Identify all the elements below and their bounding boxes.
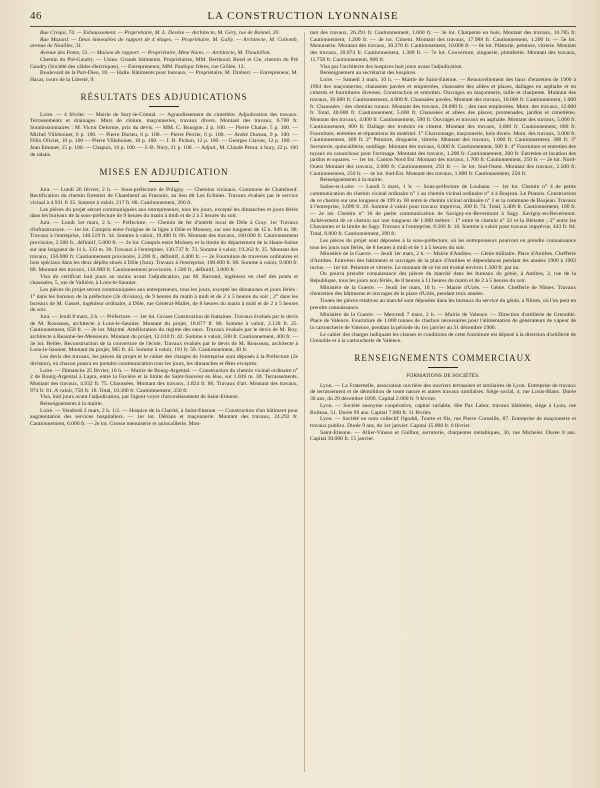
commercial-title: RENSEIGNEMENTS COMMERCIAUX xyxy=(354,353,532,364)
societe-entry: Lyon. — Société en nom collectif Ogoddi, Tourte et fils, rue Pierre Corneille, 87. Entreprise de maçonnerie et travaux publics. Durée 9 ans, du 1er janvier. Capital 15.000 fr. 6 février. xyxy=(310,416,576,429)
mises-heading xyxy=(30,167,298,182)
construction-notice: Rue Mazard. — Deux immeubles de rapport de 4 étages. — Propriétaire, M. Gally. — Architecte, M. Collomb, avenue de Noailles, 31. xyxy=(30,36,298,50)
right-paragraph: Toutes les pièces relatives au marché sont déposées dans les bureaux du service du génie, à Nîmes, où l'on peut en prendre connaissance. xyxy=(310,298,576,311)
mise-entry: Visa du certificat huit jours au moins avant l'adjudication, par M. Barrand, ingénieur en chef des ponts et chaussées, 5, rue de Vallière, à Lons-le-Saunier. xyxy=(30,273,298,287)
journal-title: LA CONSTRUCTION LYONNAISE xyxy=(207,10,399,22)
construction-notice: Rue Créqui, 74. — Exhaussement. — Propriétaire, M. L. Devèze — Architecte, M. Géry, rue de Bonnel, 20. xyxy=(40,30,280,36)
right-paragraph: Saône-et-Loire. — Lundi 5 mars, 1 h. — Sous-préfecture de Louhans. — 1er lot. Chemin n° 4 de petite communication du chemin vicinal ordinaire n° 1 au chemin vicinal ordinaire n° 4 à Bosjean. Le Planois. Construction de ce chemin sur une longueur de 199 m. 60 entre le chemin vicinal ordinaire n° 1 et la commune de Bosjean. Travaux à l'entreprise, 3.099 fr. 26. Somme à valoir pour travaux imprévus, 200 fr. 74. Total, 3.400 fr. Cautionnement, 100 fr. — 2e lot. Chemin n° 16 de petite communication de Savigny-en-Revermont à Sagy. Savigny-en-Revermont. Achèvement de ce chemin sur une longueur de 1.000 mètres : 1° entre le chemin n° 22 et la Blésotte ; 2° entre les Chavannes et la limite de Sagy. Travaux à l'entreprise, 8.266 fr. 16. Somme à valoir pour travaux imprévus, 443 fr. 84. Total, 8.800 fr. Cautionnement, 290 fr. xyxy=(310,184,576,238)
mise-entry: Loire. — Vendredi 2 mars, 2 h. 1/2. — Hospice de la Charité, à Saint-Etienne. — Construction d'un bâtiment pour augmentation des services hospitaliers. — 1er lot. Déblais et maçonnerie. Montant des travaux, 24.292 fr. Cautionnement, 6.000 fr. — 2e lot. Grosse menuiserie et quincaillerie. Mon- xyxy=(30,407,298,428)
commercial-heading xyxy=(310,353,576,368)
mise-entry: Les devis des travaux, les pièces du projet et le cahier des charges de l'entreprise sont déposés à la Préfecture (2e division), où chacun pourra en prendre communication tous les jours, les dimanches et fêtes exceptés. xyxy=(30,354,298,367)
societe-entry: Lyon. — La Fraternelle, association ouvrière des ouvriers terrassiers et similaires de Lyon. Entreprise de travaux de terrassement et de démolition de toute nature et autres travaux similaires. Siège social, 4, rue Louis-Blanc. Durée 30 ans, du 29 décembre 1899. Capital 2.000 fr. 9 février. xyxy=(310,382,576,403)
right-paragraph: tant des travaux, 26.291 fr. Cautionnement, 1.000 fr. — 3e lot. Charpente en bois. Montant des travaux, 16.785 fr. Cautionnement, 1.200 fr. — 4e lot. Ciment. Montant des travaux, 17.988 fr. Cautionnement, 1.200 fr. — 5e lot. Menuiserie. Montant des travaux, 30.270 fr. Cautionnement, 10.000 fr. — 6e lot. Plâtrerie, peinture, vitrerie. Montant des travaux, 20.874 fr. Cautionnement, 1.300 fr. — 7e lot. Couverture, zinguerie, plomberie. Montant des travaux, 11.758 fr. Cautionnement, 800 fr. xyxy=(310,30,576,63)
mises-title: MISES EN ADJUDICATION xyxy=(99,166,229,177)
mise-entry: Loire. — Dimanche 25 février, 10 h. — Mairie de Bourg-Argental. — Construction du chemin vicinal ordinaire n° 2 de Bourg-Argental à Lapra, entre la Favière et la limite de Saint-Sauveur en Rue, sur 1.026 m. 30. Terrassements. Montant des travaux, 4.932 fr. 75. Chaussées. Montant des travaux, 3.824 fr. 86. Travaux d'art. Montant des travaux, 974 fr. 81. A valoir, 750 fr. 18. Total, 10.300 fr. Cautionnement, 350 fr. xyxy=(30,367,298,394)
right-column xyxy=(310,30,576,443)
mise-entry: Jura. — Jeudi 8 mars, 2 h. — Préfecture. — 1er lot. Grosse Construction de fontaines. Travaux évalués par le devis de M. Rousseau, architecte à Lons-le-Saunier. Montant du projet, 18.877 fr. 80. Somme à valoir, 2.128 fr. 25. Cautionnement, 650 fr. — 2e lot. Maymé. Amélioration du régime des eaux. Travaux évalués par le devis de M. Roy, architecte à Beaume-les-Messieurs. Montant du projet, 12.010 fr. 42. Somme à valoir, 500 fr. Cautionnement, 400 fr. — 3e lot. Bellée. Reconstruction de la couverture de l'école. Travaux évalués par le devis de M. Rousseau, architecte à Lons-le-Saunier. Montant du projet, 985 fr. 45. Somme à valoir, 191 fr. 50. Cautionnement, 30 fr. xyxy=(30,313,298,354)
construction-notice: Chemin du Pré-Gaudry. — Usine. Grands bâtiments. Propriétaires, MM. Berthoud, Borel et Cie, chemin du Pré Gaudry (Société des câbles électriques). — Entrepreneurs, MM. Pauliquc frères, rue Grôlée, 13. xyxy=(30,56,298,70)
right-paragraph: Renseignement au secrétariat des hospices. xyxy=(320,70,417,77)
right-paragraph: Ministère de la Guerre. — Jeudi 1er mars, 10 h. — Mairie d'Uzès. — Génie. Chefferie de Nîmes. Travaux d'entretien des bâtiments et ouvrages de la place d'Uzès, pendant trois années. xyxy=(310,284,576,298)
adjudication-entry: Loire. — 4 février. — Mairie de Sury-le-Comtal. — Agrandissement du cimetière. Adjudication des travaux. Terrassements et drainages. Murs de clôture, maçonneries, travaux divers. Montant des travaux, 6.700 fr. Soumissionnaires : M. Victor Delorme, prix du devis. — MM. C. Bourgne, 2 p. 100. — Pierre Chaize, 5 p. 100. — Michel Villeboinet, 6 p. 100. — Pierre Durieu, 6 p. 100. — Pierre Perrier, 6 p. 100. — André Dureau, 9 p. 100. — Félix Olivier, 10 p. 100 — Pierre Villeboinet, 10 p. 100. — J. B. Pichon, 12 p. 100. — Georges Clavier, 12 p. 100. — Jean Emonet, 15 p. 100. — Chapuis, 16 p. 100. — J.-B. Nury, 21 p. 100. — Adjud., M. Claude Penot, à Sury, 22 p. 100 de rabais. xyxy=(30,111,298,158)
adjudications-heading xyxy=(30,92,298,107)
mise-entry: Renseignements à la mairie. xyxy=(40,401,104,408)
right-paragraph: Visa par l'architecte des hospices huit jours avant l'adjudication. xyxy=(320,63,463,70)
column-divider xyxy=(304,32,305,772)
page-number: 46 xyxy=(30,10,42,22)
adjudications-title: RÉSULTATS DES ADJUDICATIONS xyxy=(80,91,248,102)
heading-underline xyxy=(149,181,179,182)
mise-entry: Jura. — Lundi 1er mars, 2 h. — Préfecture. — Chemin de fer d'intérêt local de Dôle à Gray. 1er Travaux d'infrastructure. — 1er lot. Compris entre l'origine de la ligne à Dôle et Moissey, sur une longueur de 15 k. 949 m. 98. Travaux à l'entreprise, 140.519 fr. 34. Somme à valoir, 19.480 fr. 66. Montant des travaux, 160.000 fr. Cautionnement provisoire, 2.500 fr., définitif, 5.000 fr. — 2e lot. Compris entre Moissey et la limite du département de la Haute-Saône sur une longueur de 11 k. 333 m. 30. Travaux à l'entreprise, 130.737 fr. 73. Somme à valoir, 19.262 fr. 25. Montant des travaux, 150.000 fr. Cautionnement provisoire, 2.200 fr., définitif, 4.400 fr. — 2e Fourniture de traverses ordinaires et bois spéciaux dans les deux dépôts situés à Dôle (Jura). Travaux à l'entreprise, 100.000 fr. 00. Somme à valoir, 9.000 fr. 80. Montant des travaux, 110.000 fr. Cautionnement provisoire, 1.500 fr., définitif, 3.000 fr. xyxy=(30,220,298,273)
right-paragraph: Loire. — Samedi 3 mars, 10 h. — Mairie de Saint-Etienne. — Renouvellement des baux d'entretien de 1900 à 1904 des maçonneries, chaussées pavées et empierrées, chaussées des allées et places, dallages en asphalte et en ciments et fournitures diverses. Construction et entretien. Ouvrages en maçonnerie, taille et charpente. Montant des travaux, 30.000 fr. Cautionnement, 4.000 fr. Chaussées pavées. Montant des travaux, 10.000 fr. Cautionnement, 1.000 fr. Chaussées : des chemins ruraux. Montant des travaux, 28.000 fr. ; des rues empierrées. Mont. des travaux, 12.000 fr. Total, 40.000 fr. Cautionnement, 5.000 fr. Chaussées et allées des places, promenades, jardins et cimetières. Montant des travaux, 4.000 fr. Cautionnement, 500 fr. Ouvrages et travaux en asphalte. Montant des travaux, 5.000 fr. Cautionnement, 800 fr. Dallage des trottoirs en ciment. Montant des travaux, 3.000 fr. Cautionnement, 600 fr. Fourniture, entretien et réparations du matériel. 1° Charronnage, maçonnerie, bois divers. Mont. des travaux, 3.000 fr. Cautionnement, 400 fr. 2° Peinture, droguerie, vitrerie. Montant des travaux, 1.000 fr. Cautionnement, 300 fr. 3° Serrurerie, quincaillerie, outillage. Montant des travaux, 6.000 fr. Cautionnement, 500 fr. 4° Fourniture et entretien des tuyaux en caoutchouc pour l'arrosage. Montant des travaux, 1.200 fr. Cautionnement, 200 fr. Entretien et location des jardins et squares. — 1er lot. Canton Nord Est. Montant des travaux, 1.700 fr. Cautionnement, 250 fr. — 2e lot. Nord-Ouest Montant des travaux, 2.000 fr. Cautionnement, 250 fr. — 3e lot. Sud-Ouest. Montant des travaux, 2.500 fr. Cautionnement, 250 fr. — 4e lot. Sud-Est. Montant des travaux, 1.800 fr. Cautionnement, 250 fr. xyxy=(310,76,576,177)
mise-entry: Les pièces du projet seront communiquées aux entrepreneurs, tous les jours, excepté les dimanches et jours fériés dans les bureaux de la sous-préfecture de 9 heures du matin à midi et de 2 à 5 heures du soir. xyxy=(30,206,298,220)
heading-underline xyxy=(428,367,458,368)
right-paragraph: Ministère de la Guerre. — Jeudi 1er mars, 2 h. — Mairie d'Antibes. — Génie militaire. Place d'Antibes. Chefferie d'Antibes. Entretien des bâtiments et ouvrages de la place d'Antibes et dépendances pendant les années 1900 à 1902 inclus. — 1er lot. Peinture et vitrerie. Le montant de ce lot est évalué environ 1.500 fr. par an. xyxy=(310,251,576,271)
page-header xyxy=(30,10,576,24)
societe-entry: Lyon. — Société anonyme coopérative, capital variable, dite Pax Labor, travaux bâtiment, siège à Lyon, rue Boileau, 51. Durée 99 ans. Capital 7.000 fr. 11 février. xyxy=(310,402,576,416)
right-paragraph: Ministère de la Guerre. — Mercredi 7 mars, 2 h. — Mairie de Valence. — Direction d'artillerie de Grenoble. Place de Valence. Fourniture de 1.000 tonnes de charbon nécessaires pour l'alimentation de générateurs de vapeur de la cartoucherie de Valence, pendant la période du 1er janvier au 31 décembre 1900. xyxy=(310,311,576,331)
right-paragraph: Le cahier des charges indiquant les clauses et conditions de cette fourniture est déposé à la direction d'artillerie de Grenoble et à la cartoucherie de Valence. xyxy=(310,331,576,345)
construction-notice: Boulevard de la Part-Dieu, 18. — Halle. Bâtiments pour bureaux. — Propriétaire, M. Drobert. — Entrepreneur, M. Hacar, cours de la Liberté, 9. xyxy=(30,70,298,83)
left-column xyxy=(30,30,298,428)
societe-entry: Saint-Etienne. — Allier-Vinson et Guilhot, serrurerie, charpentes métalliques, 30, rue Michelet. Durée 8 ans. Capital 30.000 fr. 15 janvier. xyxy=(310,429,576,443)
right-paragraph: Les pièces du projet sont déposées à la sous-préfecture, où les entrepreneurs pourront en prendre connaissance tous les jours non fériés, de 8 heures à midi et de 1 à 5 heures du soir. xyxy=(310,237,576,251)
heading-underline xyxy=(149,106,179,107)
societes-heading: FORMATIONS DE SOCIÉTÉS. xyxy=(406,373,480,380)
mise-entry: Visa, huit jours avant l'adjudication, par l'agent-voyer d'arrondissement de Saint-Etienne. xyxy=(40,394,240,401)
mise-entry: Les pièces du projet seront communiquées aux entrepreneurs, tous les jours, excepté les dimanches et jours fériés : 1° dans les bureaux de la préfecture (2e division), de 9 heures du matin à midi et de 2 à 5 heures du soir ; 2° dans les bureaux de M. Gassel, ingénieur ordinaire, à Dôle, rue Général-Mallet, de 8 heures du matin à midi et de 2 à 5 heures du soir. xyxy=(30,287,298,314)
mise-entry: Jura. — Lundi 26 février, 2 h. — Sous-préfecture de Poligny. — Chemins vicinaux. Commune de Chatelneuf. Rectification du chemin forestier de Chatelneuf au Frasnois, au lieu dit Les Echines. Travaux évalués par le service vicinal à 4.931 fr 25. Somme à valoir, 217 fr. 88. Cautionnement, 200 fr. xyxy=(30,186,298,206)
right-paragraph: Renseignements à la mairie. xyxy=(320,177,384,184)
right-paragraph: On pourra prendre connaissance des pièces du marché dans les bureaux du génie, à Antibes, 2, rue de la République, tous les jours non fériés, de 8 heures à 11 heures du matin et de 2 à 5 heures du soir. xyxy=(310,271,576,285)
construction-notice: Avenue des Ponts, 51. — Maison de rapport. — Propriétaire, Mme Nann. — Architecte, M. Thoubillon. xyxy=(40,50,271,57)
header-rule xyxy=(30,26,576,27)
